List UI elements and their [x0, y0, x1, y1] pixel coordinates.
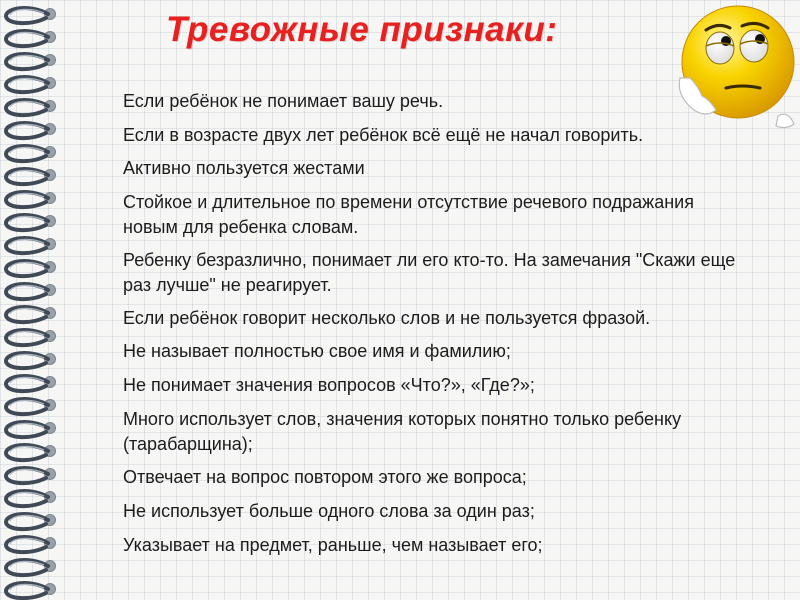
warning-signs-list — [92, 89, 752, 567]
spiral-coil — [6, 307, 56, 322]
spiral-coil — [6, 192, 56, 207]
list-item — [92, 465, 752, 490]
spiral-binding — [0, 0, 68, 600]
spiral-coil — [6, 100, 56, 115]
list-item — [92, 123, 752, 148]
spiral-coil — [6, 238, 56, 253]
list-item-text: Если ребёнок не понимает вашу речь. — [123, 91, 444, 111]
spiral-coil — [6, 146, 56, 161]
spiral-coil — [6, 514, 56, 529]
list-item — [92, 89, 752, 114]
spiral-coil — [6, 399, 56, 414]
list-item — [92, 407, 752, 457]
spiral-coil — [6, 169, 56, 184]
list-item — [92, 248, 752, 298]
spiral-coil — [6, 330, 56, 345]
list-item-text: Не использует больше одного слова за один раз; — [123, 501, 535, 521]
spiral-coil — [6, 8, 56, 23]
list-item-text: Если ребёнок говорит несколько слов и не пользуется фразой. — [123, 308, 651, 328]
list-item — [92, 339, 752, 364]
spiral-coil — [6, 537, 56, 552]
list-item — [92, 533, 752, 558]
spiral-coil — [6, 353, 56, 368]
spiral-coil — [6, 123, 56, 138]
spiral-coil — [6, 491, 56, 506]
list-item — [92, 499, 752, 524]
list-item-text: Активно пользуется жестами — [123, 158, 365, 178]
spiral-coil — [6, 31, 56, 46]
list-item-text: Указывает на предмет, раньше, чем называет его; — [123, 535, 543, 555]
spiral-coil — [6, 422, 56, 437]
spiral-coil — [6, 261, 56, 276]
list-item — [92, 306, 752, 331]
spiral-coil — [6, 560, 56, 575]
list-item-text: Если в возрасте двух лет ребёнок всё ещё не начал говорить. — [123, 125, 644, 145]
list-item-text: Стойкое и длительное по времени отсутствие речевого подражания новым для ребенка словам. — [123, 192, 694, 237]
spiral-coil — [6, 54, 56, 69]
list-item — [92, 156, 752, 181]
slide-title: Тревожные признаки: — [166, 10, 558, 49]
list-item — [92, 373, 752, 398]
spiral-coil — [6, 468, 56, 483]
list-item-text: Не называет полностью свое имя и фамилию; — [123, 341, 511, 361]
spiral-coil — [6, 215, 56, 230]
list-item — [92, 190, 752, 240]
spiral-coil — [6, 376, 56, 391]
spiral-coil — [6, 583, 56, 598]
list-item-text: Не понимает значения вопросов «Что?», «Где?»; — [123, 375, 535, 395]
list-item-text: Много использует слов, значения которых понятно только ребенку (тарабарщина); — [123, 409, 682, 454]
list-item-text: Ребенку безразлично, понимает ли его кто-то. На замечания "Скажи еще раз лучше" не реагирует. — [123, 250, 736, 295]
list-item-text: Отвечает на вопрос повтором этого же вопроса; — [123, 467, 527, 487]
spiral-coil — [6, 77, 56, 92]
spiral-coil — [6, 284, 56, 299]
spiral-coil — [6, 445, 56, 460]
